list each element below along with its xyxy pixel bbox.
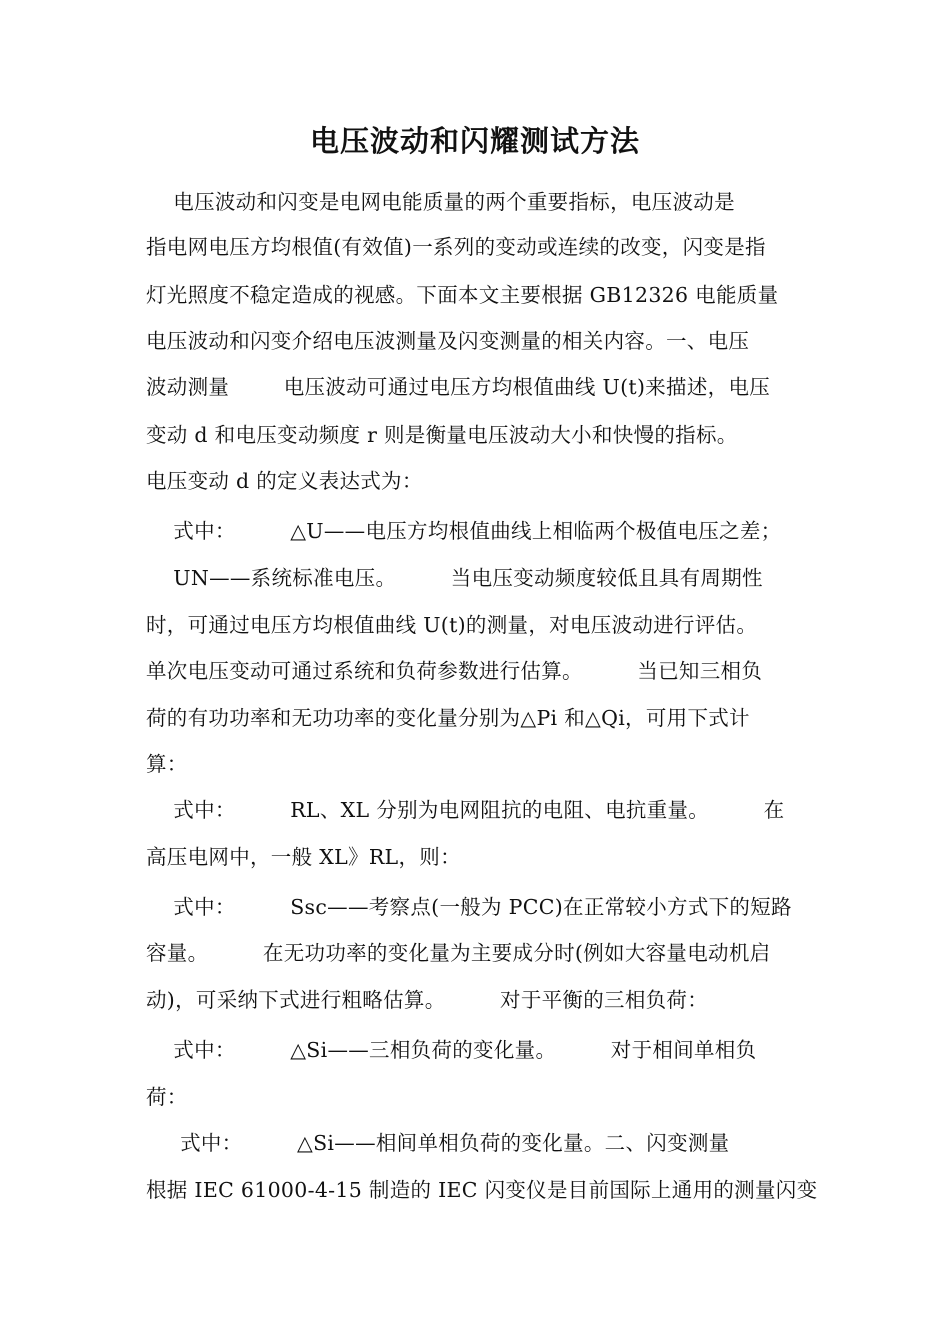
body-line: 式中： △U——电压方均根值曲线上相临两个极值电压之差；	[146, 519, 782, 543]
body-line: 算：	[146, 752, 188, 776]
body-line: 单次电压变动可通过系统和负荷参数进行估算。 当已知三相负	[146, 659, 763, 683]
body-line: 变动 d 和电压变动频度 r 则是衡量电压波动大小和快慢的指标。	[146, 423, 738, 447]
body-line: 动)，可采纳下式进行粗略估算。 对于平衡的三相负荷：	[146, 988, 709, 1012]
body-line: 电压变动 d 的定义表达式为：	[146, 469, 423, 493]
body-line: 灯光照度不稳定造成的视感。下面本文主要根据 GB12326 电能质量	[146, 283, 779, 307]
body-line: 式中： Ssc——考察点(一般为 PCC)在正常较小方式下的短路	[146, 895, 792, 919]
document-title: 电压波动和闪耀测试方法	[309, 124, 640, 158]
body-line: 时，可通过电压方均根值曲线 U(t)的测量，对电压波动进行评估。	[146, 613, 758, 637]
body-line: 根据 IEC 61000-4-15 制造的 IEC 闪变仪是目前国际上通用的测量闪变	[146, 1178, 818, 1202]
body-line: 高压电网中，一般 XL》RL，则：	[146, 845, 461, 869]
body-line: 指电网电压方均根值(有效值)一系列的变动或连续的改变，闪变是指	[146, 235, 766, 259]
body-line: 式中： RL、XL 分别为电网阻抗的电阻、电抗重量。 在	[146, 798, 785, 822]
body-line: 式中： △Si——相间单相负荷的变化量。二、闪变测量	[146, 1131, 730, 1155]
body-line: 波动测量 电压波动可通过电压方均根值曲线 U(t)来描述，电压	[146, 375, 771, 399]
body-line: 荷的有功功率和无功功率的变化量分别为△Pi 和△Qi，可用下式计	[146, 706, 750, 730]
body-line: 式中： △Si——三相负荷的变化量。 对于相间单相负	[146, 1038, 757, 1062]
body-line: UN——系统标准电压。 当电压变动频度较低且具有周期性	[146, 566, 763, 590]
body-line: 荷：	[146, 1085, 188, 1109]
body-line: 容量。 在无功功率的变化量为主要成分时(例如大容量电动机启	[146, 941, 771, 965]
body-line: 电压波动和闪变是电网电能质量的两个重要指标，电压波动是	[146, 190, 735, 214]
body-line: 电压波动和闪变介绍电压波测量及闪变测量的相关内容。一、电压	[146, 329, 750, 353]
